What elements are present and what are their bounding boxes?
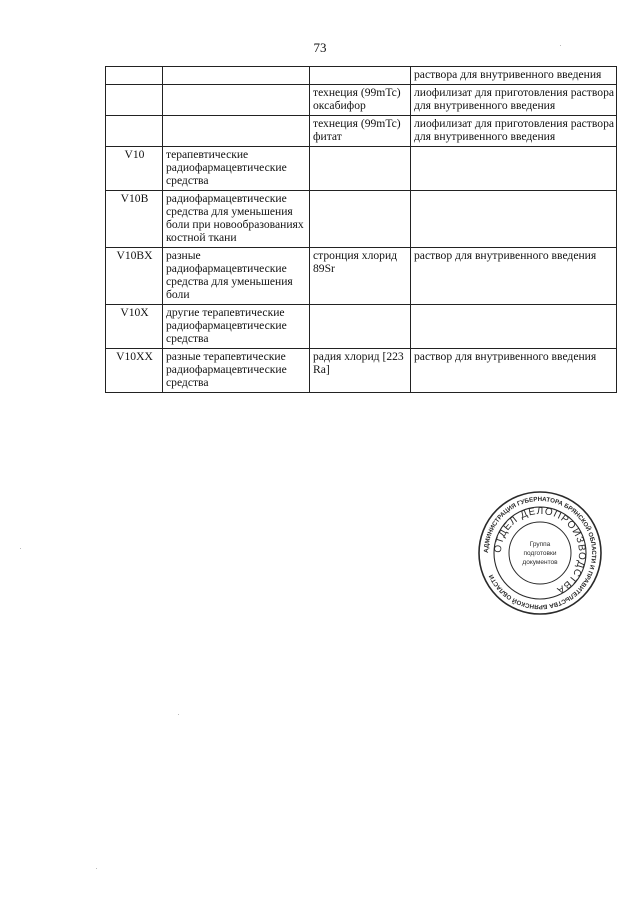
- table-row: [106, 349, 617, 393]
- table-row: [106, 248, 617, 305]
- substance-cell: технеция (99mTc) фитат: [310, 116, 411, 147]
- atc-code-cell: V10BX: [106, 248, 163, 305]
- table-row: [106, 191, 617, 248]
- pharmacological-group-cell: разные терапевтические радиофармацевтические средства: [163, 349, 310, 393]
- table-row: [106, 147, 617, 191]
- substance-cell: [310, 305, 411, 349]
- dosage-form-cell: [411, 147, 617, 191]
- substance-cell: стронция хлорид 89Sr: [310, 248, 411, 305]
- dosage-form-cell: раствор для внутривенного введения: [411, 248, 617, 305]
- atc-code-cell: V10XX: [106, 349, 163, 393]
- stamp-center-line: Группа: [529, 541, 551, 548]
- stamp-center-line: подготовки: [523, 550, 557, 557]
- atc-code-cell: [106, 67, 163, 85]
- substance-cell: [310, 147, 411, 191]
- stamp-outer-text: АДМИНИСТРАЦИЯ ГУБЕРНАТОРА БРЯНСКОЙ ОБЛАСТИ И ПРАВИТЕЛЬСТВА БРЯНСКОЙ ОБЛАСТИ: [482, 495, 598, 611]
- stamp-ring-text: ОТДЕЛ ДЕЛОПРОИЗВОДСТВА: [492, 505, 588, 596]
- stamp-center-line: документов: [522, 559, 558, 566]
- medication-table: [105, 66, 617, 393]
- pharmacological-group-cell: [163, 116, 310, 147]
- dosage-form-cell: [411, 305, 617, 349]
- atc-code-cell: [106, 116, 163, 147]
- page-number: 73: [313, 40, 327, 55]
- substance-cell: радия хлорид [223 Ra]: [310, 349, 411, 393]
- table-row: [106, 85, 617, 116]
- dosage-form-cell: лиофилизат для приготовления раствора для внутривенного введения: [411, 85, 617, 116]
- atc-code-cell: [106, 85, 163, 116]
- official-stamp: [477, 490, 603, 616]
- scan-speck: [560, 45, 561, 46]
- table-row: [106, 116, 617, 147]
- substance-cell: технеция (99mTc) оксабифор: [310, 85, 411, 116]
- pharmacological-group-cell: [163, 85, 310, 116]
- scan-speck: [96, 868, 97, 869]
- pharmacological-group-cell: другие терапевтические радиофармацевтические средства: [163, 305, 310, 349]
- dosage-form-cell: [411, 191, 617, 248]
- atc-code-cell: V10X: [106, 305, 163, 349]
- pharmacological-group-cell: разные радиофармацевтические средства для уменьшения боли: [163, 248, 310, 305]
- atc-code-cell: V10B: [106, 191, 163, 248]
- substance-cell: [310, 191, 411, 248]
- dosage-form-cell: лиофилизат для приготовления раствора для внутривенного введения: [411, 116, 617, 147]
- pharmacological-group-cell: радиофармацевтические средства для уменьшения боли при новообразованиях костной ткани: [163, 191, 310, 248]
- pharmacological-group-cell: терапевтические радиофармацевтические средства: [163, 147, 310, 191]
- dosage-form-cell: раствора для внутривенного введения: [411, 67, 617, 85]
- table-row: [106, 67, 617, 85]
- pharmacological-group-cell: [163, 67, 310, 85]
- substance-cell: [310, 67, 411, 85]
- scan-speck: [178, 714, 179, 715]
- scan-speck: [20, 548, 21, 549]
- table-row: [106, 305, 617, 349]
- atc-code-cell: V10: [106, 147, 163, 191]
- dosage-form-cell: раствор для внутривенного введения: [411, 349, 617, 393]
